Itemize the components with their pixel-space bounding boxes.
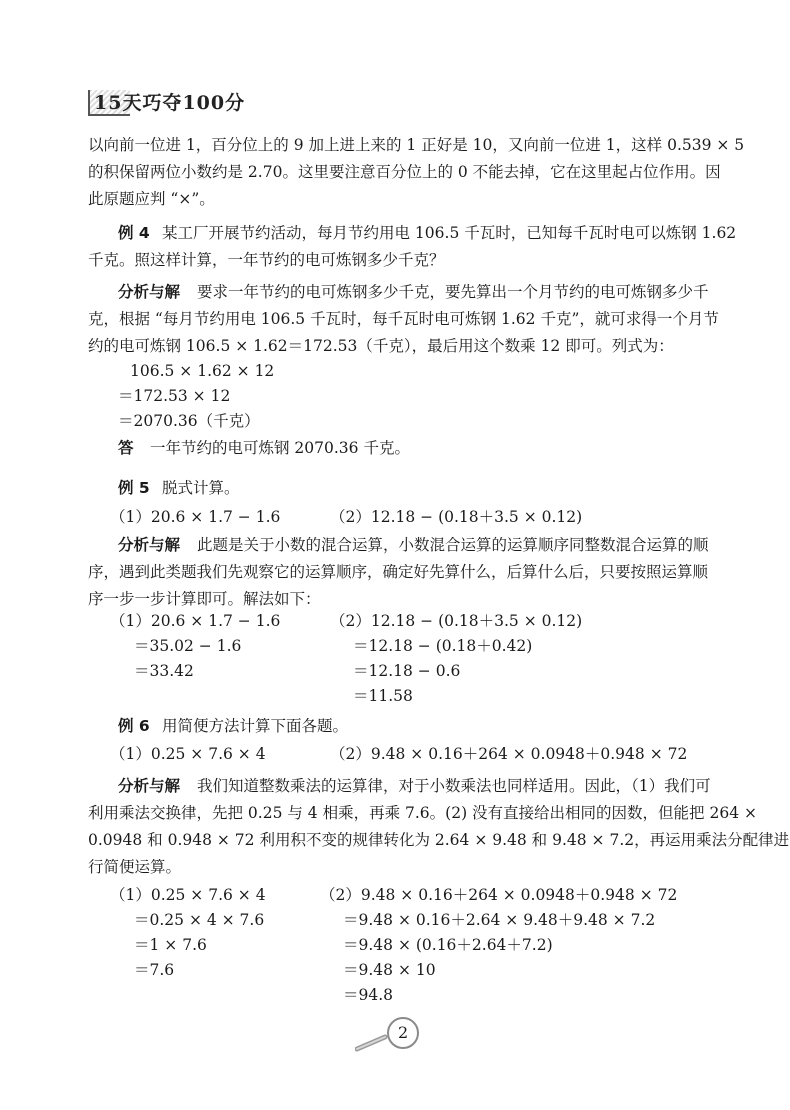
intro-line-2: 的积保留两位小数约是 2.70。这里要注意百分位上的 0 不能去掉，它在这里起占位作用。因 <box>88 163 721 181</box>
intro-line-1: 以向前一位进 1，百分位上的 9 加上进上来的 1 正好是 10，又向前一位进 1，这样 0.539 × 5 <box>88 136 745 154</box>
page-number-badge <box>355 1015 435 1055</box>
example-6-analysis-3: 0.0948 和 0.948 × 72 利用积不变的规律转化为 2.64 × 9.48 和 9.48 × 7.2，再运用乘法分配律进 <box>88 831 790 849</box>
example-4-answer-label: 答 <box>118 439 134 457</box>
example-5-solution-2-step-1: （2）12.18 − (0.18＋3.5 × 0.12) <box>330 612 583 630</box>
example-6-solution-1-step-4: ＝7.6 <box>134 961 175 979</box>
example-5-problem-2: （2）12.18 − (0.18＋3.5 × 0.12) <box>330 508 583 526</box>
example-4-question-2: 千克。照这样计算，一年节约的电可炼钢多少千克？ <box>88 251 445 269</box>
example-4-calc-1: 106.5 × 1.62 × 12 <box>130 362 275 380</box>
example-5-label: 例 5 <box>118 479 150 497</box>
example-5-question: 脱式计算。 <box>162 479 240 497</box>
example-5-analysis-1: 此题是关于小数的混合运算，小数混合运算的运算顺序同整数混合运算的顺 <box>197 536 709 554</box>
example-4-analysis-1: 要求一年节约的电可炼钢多少千克，要先算出一个月节约的电可炼钢多少千 <box>197 283 709 301</box>
example-5-solution-2-step-3: ＝12.18 − 0.6 <box>353 662 461 680</box>
example-5-solution-1-step-2: ＝35.02 − 1.6 <box>134 637 242 655</box>
example-4-label: 例 4 <box>118 224 150 242</box>
example-6-solution-1-step-3: ＝1 × 7.6 <box>134 936 207 954</box>
example-5-analysis-2: 序，遇到此类题我们先观察它的运算顺序，确定好先算什么，后算什么后，只要按照运算顺 <box>88 563 709 581</box>
example-6-analysis-label: 分析与解 <box>118 777 181 795</box>
example-5-solution-1-step-3: ＝33.42 <box>134 662 194 680</box>
example-4-calc-3: ＝2070.36（千克） <box>118 412 260 430</box>
example-4-analysis-3: 约的电可炼钢 106.5 × 1.62＝172.53（千克），最后用这个数乘 12 即可。列式为： <box>88 337 674 355</box>
example-4-analysis-2: 克，根据 “每月节约用电 106.5 千瓦时，每千瓦时电可炼钢 1.62 千克”，就可求得一个月节 <box>88 310 719 328</box>
example-4-answer: 一年节约的电可炼钢 2070.36 千克。 <box>150 439 410 457</box>
example-6-question: 用简便方法计算下面各题。 <box>162 717 349 735</box>
example-4-question-1: 某工厂开展节约活动，每月节约用电 106.5 千瓦时，已知每千瓦时电可以炼钢 1.62 <box>162 224 737 242</box>
example-4-calc-2: ＝172.53 × 12 <box>118 387 231 405</box>
book-series-logo <box>88 88 248 118</box>
example-5-solution-2-step-2: ＝12.18 − (0.18＋0.42) <box>353 637 533 655</box>
example-6-solution-2-step-4: ＝9.48 × 10 <box>343 961 436 979</box>
example-6-problem-2: （2）9.48 × 0.16＋264 × 0.0948＋0.948 × 72 <box>330 745 688 763</box>
example-6-label: 例 6 <box>118 717 150 735</box>
example-6-analysis-2: 利用乘法交换律，先把 0.25 与 4 相乘，再乘 7.6。(2) 没有直接给出相同的因数，但能把 264 × <box>88 804 757 822</box>
example-4-analysis-label: 分析与解 <box>118 283 181 301</box>
example-6-analysis-4: 行简便运算。 <box>88 858 182 876</box>
example-6-solution-2-step-1: （2）9.48 × 0.16＋264 × 0.0948＋0.948 × 72 <box>320 886 678 904</box>
example-5-solution-1-step-1: （1）20.6 × 1.7 − 1.6 <box>110 612 281 630</box>
example-5-solution-2-step-4: ＝11.58 <box>353 687 413 705</box>
example-5-analysis-label: 分析与解 <box>118 536 181 554</box>
example-6-solution-2-step-2: ＝9.48 × 0.16＋2.64 × 9.48＋9.48 × 7.2 <box>343 911 656 929</box>
magnifier-icon <box>355 1015 435 1055</box>
example-6-analysis-1: 我们知道整数乘法的运算律，对于小数乘法也同样适用。因此，（1）我们可 <box>197 777 711 795</box>
example-6-solution-1-step-2: ＝0.25 × 4 × 7.6 <box>134 911 265 929</box>
example-6-solution-2-step-3: ＝9.48 × (0.16＋2.64＋7.2) <box>343 936 553 954</box>
example-5-problem-1: （1）20.6 × 1.7 − 1.6 <box>110 508 281 526</box>
example-6-solution-2-step-5: ＝94.8 <box>343 986 394 1004</box>
page-number: 2 <box>398 1023 409 1042</box>
example-5-analysis-3: 序一步一步计算即可。解法如下： <box>88 590 321 608</box>
intro-line-3: 此原题应判 “×”。 <box>88 190 215 208</box>
example-6-problem-1: （1）0.25 × 7.6 × 4 <box>110 745 266 763</box>
logo-text: 15天巧夺100分 <box>94 92 246 114</box>
example-6-solution-1-step-1: （1）0.25 × 7.6 × 4 <box>110 886 266 904</box>
